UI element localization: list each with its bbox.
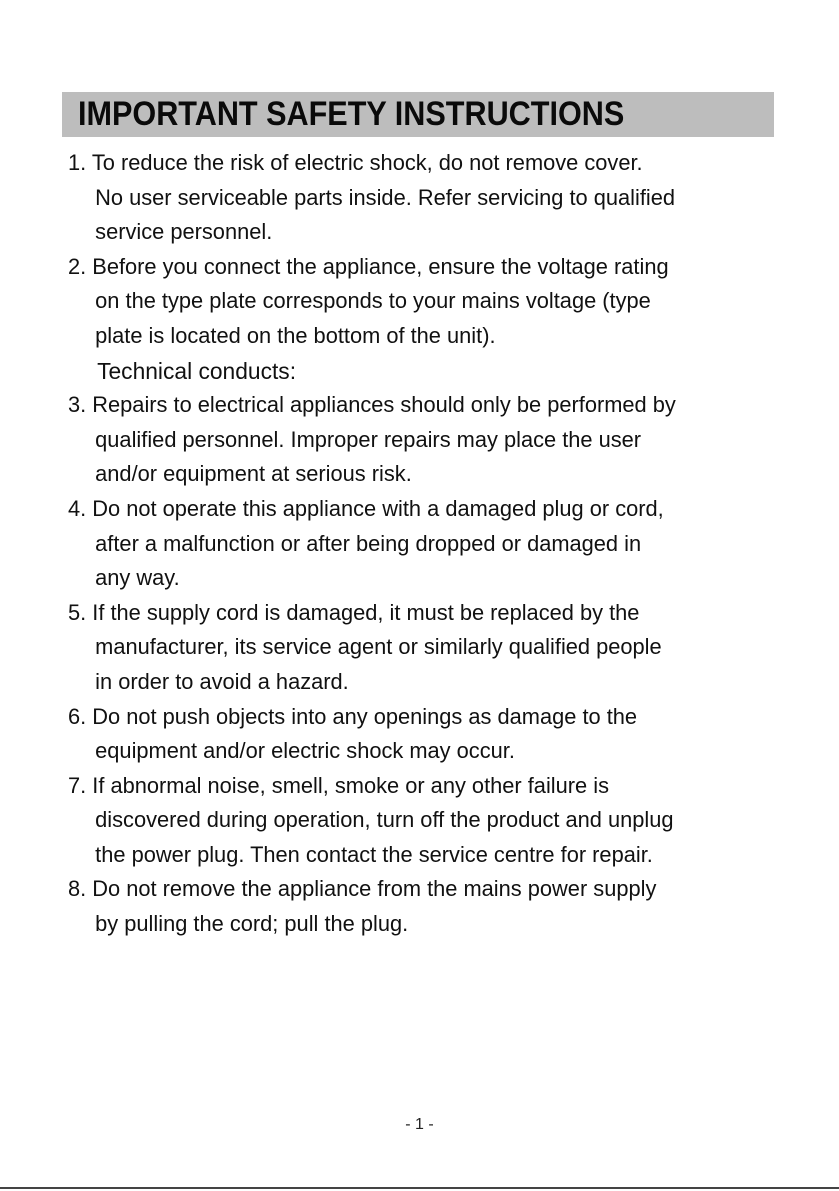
instruction-1-line-3: service personnel. [95, 219, 273, 245]
instruction-8-line-1: 8. Do not remove the appliance from the mains power supply [68, 876, 657, 902]
instruction-6-line-2: equipment and/or electric shock may occur. [95, 738, 515, 764]
title-banner [62, 92, 774, 137]
instruction-8-line-2: by pulling the cord; pull the plug. [95, 911, 409, 937]
instruction-3-line-3: and/or equipment at serious risk. [95, 461, 412, 487]
instruction-5-line-2: manufacturer, its service agent or similarly qualified people [95, 634, 662, 660]
bottom-divider [0, 1187, 839, 1189]
instructions-list [68, 146, 784, 942]
instruction-4-line-3: any way. [95, 565, 180, 591]
instruction-3-line-2: qualified personnel. Improper repairs may place the user [95, 426, 642, 452]
instruction-1-line-2: No user serviceable parts inside. Refer servicing to qualified [95, 184, 676, 210]
instruction-2-line-3: plate is located on the bottom of the unit). [95, 322, 496, 348]
instruction-7-line-2: discovered during operation, turn off the product and unplug [95, 807, 674, 833]
page-title: IMPORTANT SAFETY INSTRUCTIONS [78, 95, 625, 133]
instruction-5-line-3: in order to avoid a hazard. [95, 668, 349, 694]
instruction-4-line-1: 4. Do not operate this appliance with a damaged plug or cord, [68, 495, 664, 521]
technical-conducts-heading: Technical conducts: [97, 357, 297, 384]
instruction-2-line-2: on the type plate corresponds to your mains voltage (type [95, 288, 651, 314]
instruction-4-line-2: after a malfunction or after being dropped or damaged in [95, 530, 642, 556]
instruction-5-line-1: 5. If the supply cord is damaged, it must be replaced by the [68, 599, 640, 625]
instruction-6-line-1: 6. Do not push objects into any openings as damage to the [68, 703, 638, 729]
instruction-2-line-1: 2. Before you connect the appliance, ensure the voltage rating [68, 253, 669, 279]
instruction-3-line-1: 3. Repairs to electrical appliances should only be performed by [68, 392, 676, 418]
instruction-7-line-1: 7. If abnormal noise, smell, smoke or any other failure is [68, 772, 610, 798]
page-number: - 1 - [405, 1116, 434, 1133]
instruction-1-line-1: 1. To reduce the risk of electric shock, do not remove cover. [68, 150, 643, 175]
instruction-7-line-3: the power plug. Then contact the service centre for repair. [95, 841, 653, 867]
